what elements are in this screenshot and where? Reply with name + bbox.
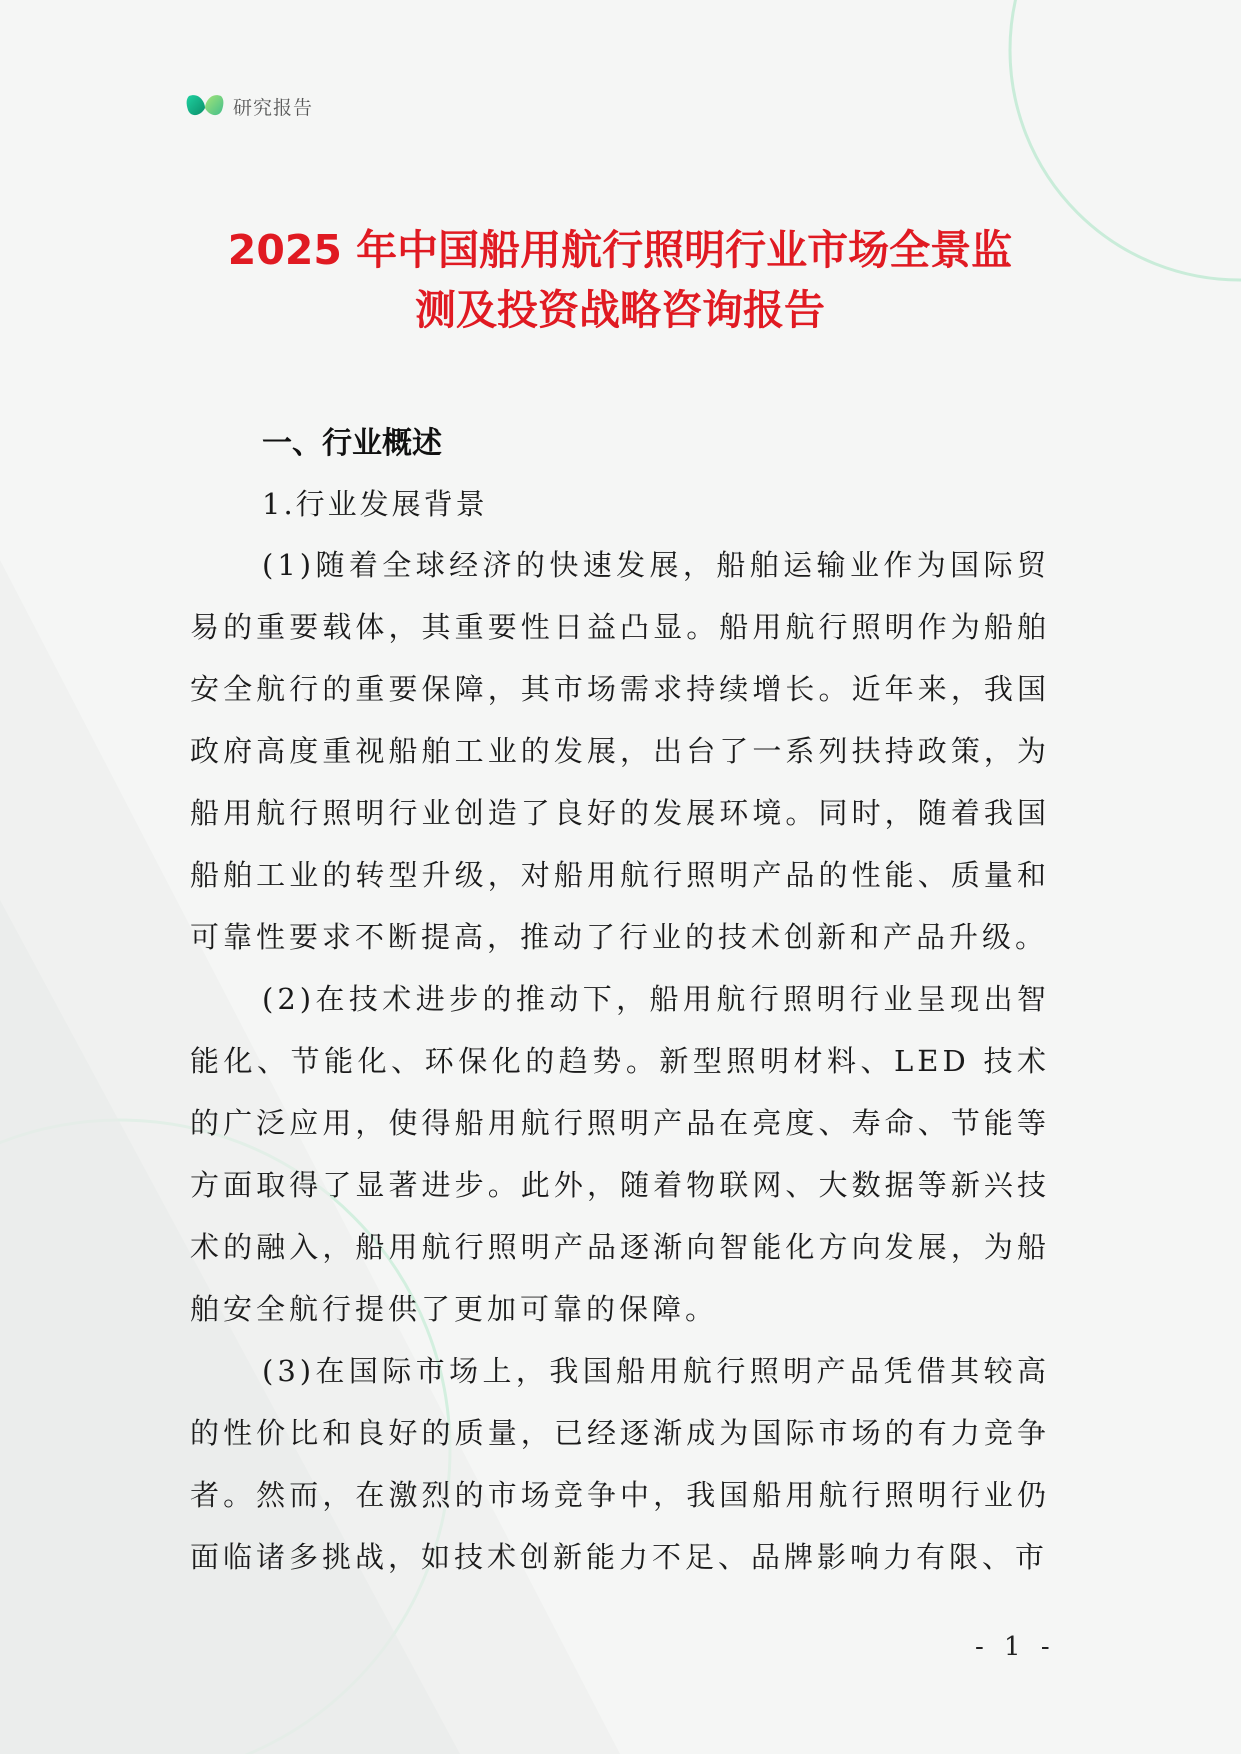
- report-title-line-2: 测及投资战略咨询报告: [415, 286, 825, 334]
- butterfly-logo-icon: [185, 90, 225, 122]
- header-logo: [185, 90, 313, 122]
- subsection-heading: 1.行业发展背景: [262, 487, 488, 521]
- paragraph-2: (2)在技术进步的推动下，船用航行照明行业呈现出智能化、节能化、环保化的趋势。新型照明材料、LED 技术的广泛应用，使得船用航行照明产品在亮度、寿命、节能等方面取得了显著进步。此外，随着物联网、大数据等新兴技术的融入，船用航行照明产品逐渐向智能化方向发展，为船舶安全航行提供了更加可靠的保障。: [190, 982, 1050, 1326]
- body-text: [190, 534, 1050, 1588]
- header-label: 研究报告: [233, 96, 314, 119]
- report-title-line-1: 2025 年中国船用航行照明行业市场全景监: [227, 226, 1013, 274]
- paragraph-1: (1)随着全球经济的快速发展，船舶运输业作为国际贸易的重要载体，其重要性日益凸显。船用航行照明作为船舶安全航行的重要保障，其市场需求持续增长。近年来，我国政府高度重视船舶工业的发展，出台了一系列扶持政策，为船用航行照明行业创造了良好的发展环境。同时，随着我国船舶工业的转型升级，对船用航行照明产品的性能、质量和可靠性要求不断提高，推动了行业的技术创新和产品升级。: [190, 548, 1050, 954]
- page-number: - 1 -: [975, 1632, 1056, 1662]
- section-heading: 一、行业概述: [262, 426, 442, 461]
- paragraph-3: (3)在国际市场上，我国船用航行照明产品凭借其较高的性价比和良好的质量，已经逐渐成为国际市场的有力竞争者。然而，在激烈的市场竞争中，我国船用航行照明行业仍面临诸多挑战，如技术创新能力不足、品牌影响力有限、市: [190, 1354, 1050, 1574]
